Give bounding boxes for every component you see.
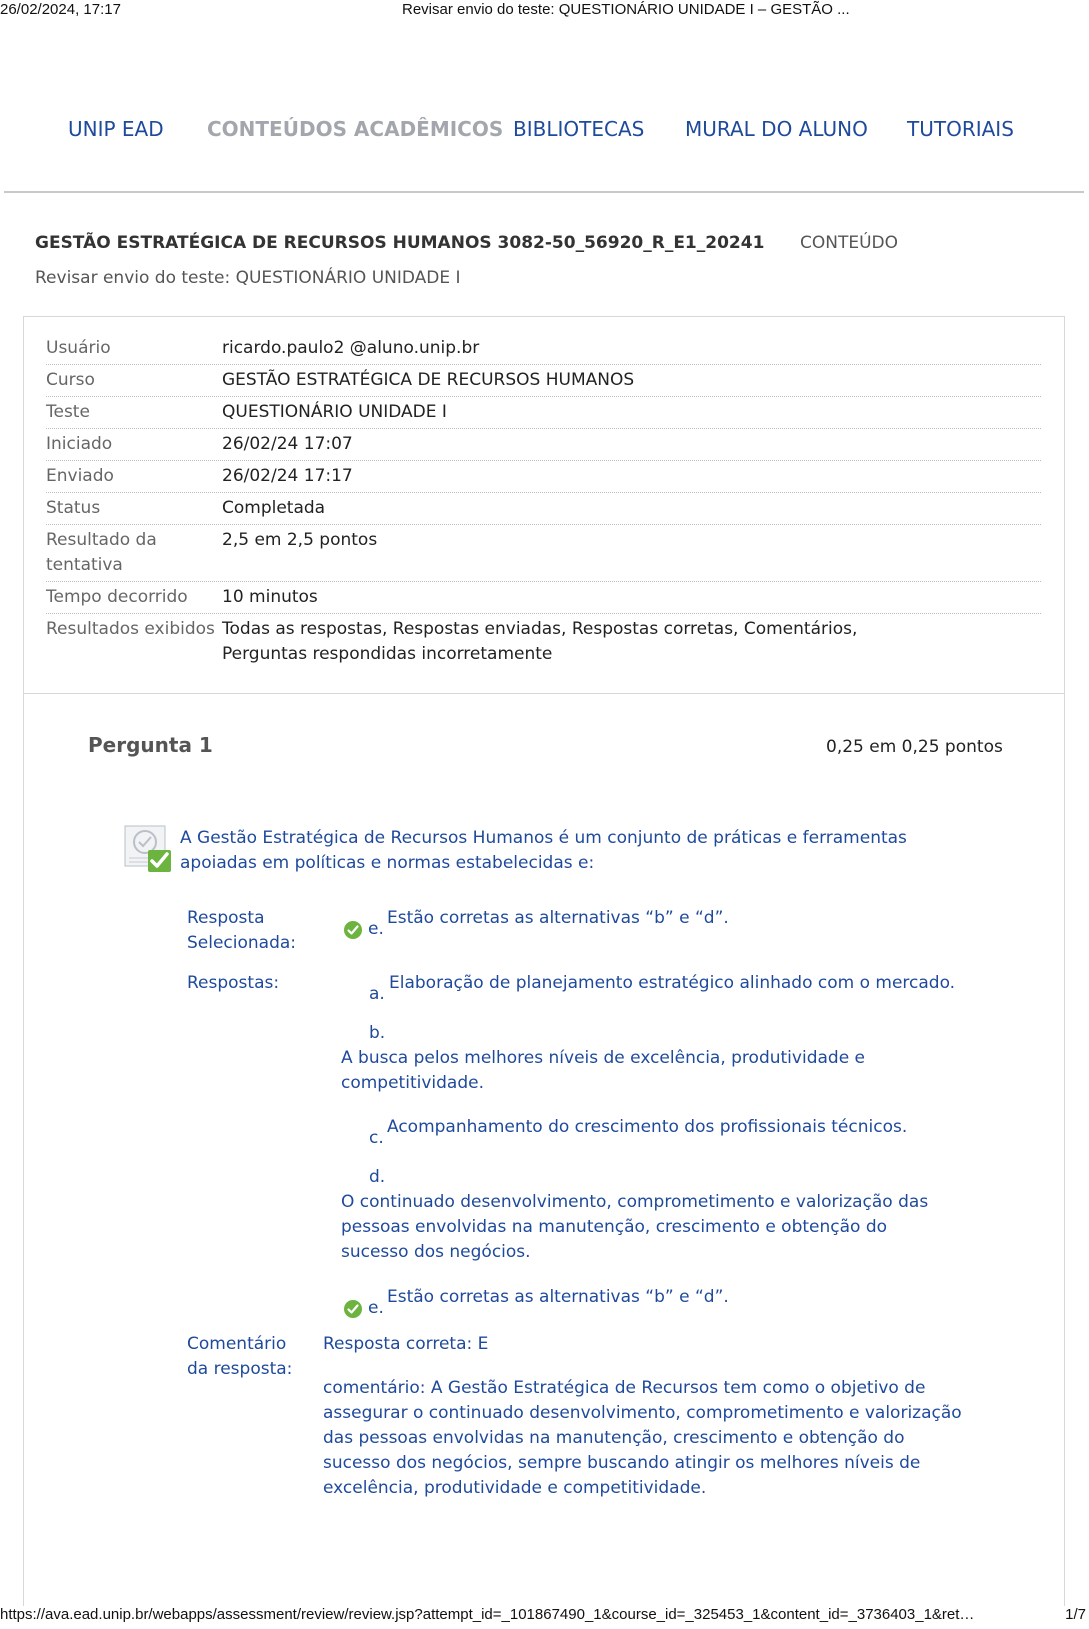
- answers-label: Respostas:: [187, 973, 280, 993]
- info-row-resultado: [46, 525, 1041, 582]
- info-row-tempo: [46, 582, 1041, 614]
- answer-text-c: Acompanhamento do crescimento dos profissionais técnicos.: [387, 1117, 908, 1137]
- info-row-teste: [46, 397, 1041, 429]
- info-label: Tempo decorrido: [46, 587, 188, 607]
- info-row-status: [46, 493, 1041, 525]
- question-text: A Gestão Estratégica de Recursos Humanos é um conjunto de práticas e ferramentas apoiadas em políticas e normas estabelecidas e:: [180, 828, 907, 873]
- nav-tutoriais[interactable]: TUTORIAIS: [907, 117, 1014, 141]
- content-link[interactable]: CONTEÚDO: [800, 233, 899, 253]
- print-footer: [0, 1606, 1089, 1626]
- info-row-resultados-exibidos: [46, 614, 1041, 674]
- info-value: Todas as respostas, Respostas enviadas, Respostas corretas, Comentários, Perguntas respondidas incorretamente: [222, 619, 858, 664]
- info-value: ricardo.paulo2 @aluno.unip.br: [222, 338, 480, 358]
- correct-check-icon: [344, 1300, 362, 1318]
- info-row-iniciado: [46, 429, 1041, 461]
- course-title: GESTÃO ESTRATÉGICA DE RECURSOS HUMANOS 3082-50_56920_R_E1_20241: [35, 233, 765, 253]
- info-row-enviado: [46, 461, 1041, 493]
- attempt-info-table: [24, 318, 1064, 694]
- correct-check-icon: [344, 921, 362, 939]
- info-value: 10 minutos: [222, 587, 318, 607]
- info-label: Status: [46, 498, 101, 518]
- nav-divider: [4, 191, 1084, 193]
- answer-letter-c: c.: [369, 1128, 384, 1148]
- answer-text-a: Elaboração de planejamento estratégico alinhado com o mercado.: [389, 973, 956, 993]
- info-label: Enviado: [46, 466, 114, 486]
- print-title: Revisar envio do teste: QUESTIONÁRIO UNIDADE I – GESTÃO ...: [402, 1, 850, 18]
- answer-text-d: O continuado desenvolvimento, comprometimento e valorização das pessoas envolvidas na manutenção, crescimento e obtenção do sucesso dos negócios.: [341, 1192, 929, 1262]
- info-value: Completada: [222, 498, 326, 518]
- answer-text-b: A busca pelos melhores níveis de excelência, produtividade e competitividade.: [341, 1048, 866, 1093]
- answer-text-e: Estão corretas as alternativas “b” e “d”.: [387, 1287, 729, 1307]
- info-row-curso: [46, 365, 1041, 397]
- info-label: Teste: [46, 402, 90, 422]
- selected-answer-text: Estão corretas as alternativas “b” e “d”.: [387, 908, 729, 928]
- info-label: Usuário: [46, 338, 111, 358]
- info-label: Resultado da tentativa: [46, 530, 157, 575]
- comment-label: Comentário da resposta:: [187, 1334, 293, 1379]
- answer-letter-a: a.: [369, 984, 385, 1004]
- nav-conteudos-academicos[interactable]: CONTEÚDOS ACADÊMICOS: [207, 117, 504, 141]
- answer-letter-b: b.: [369, 1023, 386, 1043]
- breadcrumb: Revisar envio do teste: QUESTIONÁRIO UNIDADE I: [35, 268, 461, 288]
- correct-answer-text: Resposta correta: E: [323, 1334, 489, 1354]
- print-url: https://ava.ead.unip.br/webapps/assessment/review/review.jsp?attempt_id=_101867490_1&course_id=_325453_1&content_id=_3736403_1&ret…: [0, 1606, 975, 1623]
- question-points: 0,25 em 0,25 pontos: [826, 737, 1003, 757]
- comment-text: comentário: A Gestão Estratégica de Recursos tem como o objetivo de assegurar o continuado desenvolvimento, comprometimento e valorização das pessoas envolvidas na manutenção, crescimento e obtenção do sucesso dos negócios, sempre buscando atingir os melhores níveis de excelência, produtividade e competitividade.: [323, 1378, 962, 1498]
- info-label: Resultados exibidos: [46, 619, 215, 639]
- top-navigation: [0, 117, 1089, 147]
- print-header: [0, 0, 1089, 24]
- question-title: Pergunta 1: [88, 733, 213, 757]
- selected-answer-label: Resposta Selecionada:: [187, 908, 297, 953]
- info-label: Curso: [46, 370, 95, 390]
- correct-question-icon: [124, 824, 174, 874]
- info-value: 2,5 em 2,5 pontos: [222, 530, 378, 550]
- info-label: Iniciado: [46, 434, 113, 454]
- info-row-usuario: [46, 333, 1041, 365]
- nav-mural-do-aluno[interactable]: MURAL DO ALUNO: [685, 117, 868, 141]
- selected-answer-letter: e.: [368, 919, 384, 939]
- print-datetime: 26/02/2024, 17:17: [0, 1, 121, 18]
- answer-letter-e: e.: [368, 1298, 384, 1318]
- info-value: 26/02/24 17:17: [222, 466, 353, 486]
- answer-letter-d: d.: [369, 1167, 386, 1187]
- info-value: 26/02/24 17:07: [222, 434, 353, 454]
- nav-bibliotecas[interactable]: BIBLIOTECAS: [513, 117, 645, 141]
- info-value: QUESTIONÁRIO UNIDADE I: [222, 402, 447, 422]
- nav-unip-ead[interactable]: UNIP EAD: [68, 117, 164, 141]
- info-value: GESTÃO ESTRATÉGICA DE RECURSOS HUMANOS: [222, 370, 635, 390]
- print-page-number: 1/7: [1065, 1606, 1086, 1623]
